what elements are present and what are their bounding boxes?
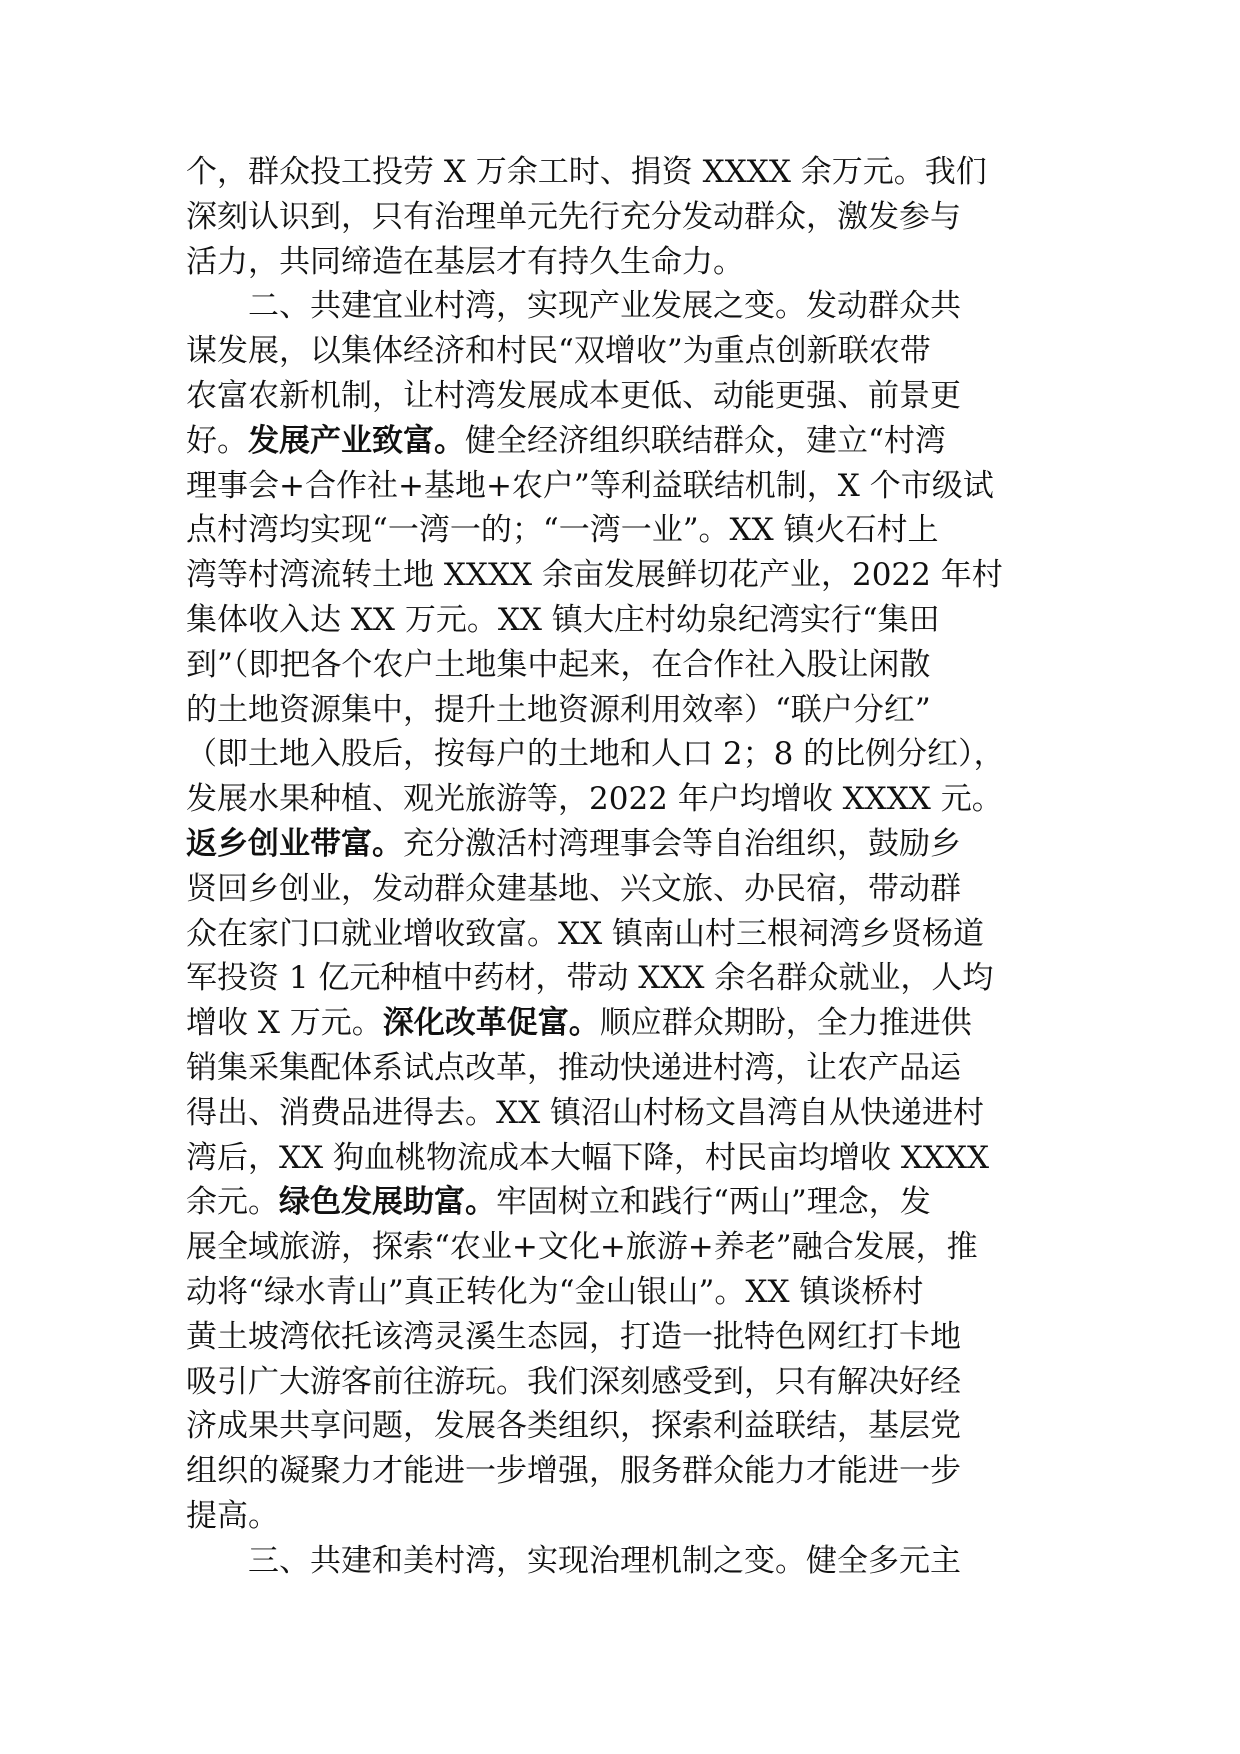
text-line xyxy=(186,1315,1058,1360)
text-line xyxy=(186,1180,1058,1225)
paragraph-text: 牢固树立和践行“两山”理念，发 xyxy=(496,1184,931,1221)
paragraph-text: 个，群众投工投劳 X 万余工时、捐资 XXXX 余万元。我们 xyxy=(186,154,987,190)
text-line xyxy=(186,867,1058,912)
text-line xyxy=(186,1449,1058,1494)
paragraph-text: 济成果共享问题，发展各类组织，探索利益联结，基层党 xyxy=(186,1408,961,1445)
text-line xyxy=(186,777,1058,822)
paragraph-text: 充分激活村湾理事会等自治组织，鼓励乡 xyxy=(403,825,961,862)
text-line xyxy=(186,1494,1058,1539)
text-line xyxy=(186,1001,1058,1046)
text-line xyxy=(186,329,1058,374)
paragraph-text: 谋发展，以集体经济和村民“双增收”为重点创新联农带 xyxy=(186,333,931,370)
bold-heading-text: 返乡创业带富。 xyxy=(186,825,403,862)
body-text xyxy=(186,150,1058,1584)
paragraph-text: 二、共建宜业村湾，实现产业发展之变。发动群众共 xyxy=(248,288,961,325)
text-line xyxy=(186,643,1058,688)
text-line xyxy=(186,374,1058,419)
text-line xyxy=(186,240,1058,285)
text-line xyxy=(186,598,1058,643)
text-line xyxy=(186,1225,1058,1270)
paragraph-text: 吸引广大游客前往游玩。我们深刻感受到，只有解决好经 xyxy=(186,1363,961,1400)
text-line xyxy=(186,1404,1058,1449)
text-line xyxy=(186,1046,1058,1091)
paragraph-text: 动将“绿水青山”真正转化为“金山银山”。XX 镇谈桥村 xyxy=(186,1273,924,1310)
text-line xyxy=(186,688,1058,733)
paragraph-text: 三、共建和美村湾，实现治理机制之变。健全多元主 xyxy=(248,1542,961,1579)
text-line xyxy=(186,732,1058,777)
text-line xyxy=(186,956,1058,1001)
paragraph-text: 点村湾均实现“一湾一的；“一湾一业”。XX 镇火石村上 xyxy=(186,512,939,549)
paragraph-text: 的土地资源集中，提升土地资源利用效率）“联户分红” xyxy=(186,691,931,728)
text-line xyxy=(186,284,1058,329)
paragraph-text: 增收 X 万元。 xyxy=(186,1005,383,1042)
text-line xyxy=(186,508,1058,553)
paragraph-text: 农富农新机制，让村湾发展成本更低、动能更强、前景更 xyxy=(186,377,961,414)
bold-heading-text: 绿色发展助富。 xyxy=(279,1184,496,1221)
paragraph-text: 湾后，XX 狗血桃物流成本大幅下降，村民亩均增收 XXXX xyxy=(186,1139,990,1176)
paragraph-text: 深刻认识到，只有治理单元先行充分发动群众，激发参与 xyxy=(186,198,961,235)
text-line xyxy=(186,1136,1058,1181)
paragraph-text: 湾等村湾流转土地 XXXX 余亩发展鲜切花产业，2022 年村 xyxy=(186,557,1003,594)
text-line xyxy=(186,419,1058,464)
paragraph-text: 展全域旅游，探索“农业+文化+旅游+养老”融合发展，推 xyxy=(186,1229,978,1266)
paragraph-text: 集体收入达 XX 万元。XX 镇大庄村幼泉纪湾实行“集田 xyxy=(186,601,940,638)
paragraph-text: 军投资 1 亿元种植中药材，带动 XXX 余名群众就业，人均 xyxy=(186,960,994,997)
paragraph-text: （即土地入股后，按每户的土地和人口 2；8 的比例分红）， xyxy=(186,736,1005,773)
text-line xyxy=(186,195,1058,240)
paragraph-text: 好。 xyxy=(186,422,248,459)
paragraph-text: 活力，共同缔造在基层才有持久生命力。 xyxy=(186,243,744,280)
paragraph-text: 黄土坡湾依托该湾灵溪生态园，打造一批特色网红打卡地 xyxy=(186,1318,961,1355)
paragraph-text: 组织的凝聚力才能进一步增强，服务群众能力才能进一步 xyxy=(186,1453,961,1490)
paragraph-text: 众在家门口就业增收致富。XX 镇南山村三根祠湾乡贤杨道 xyxy=(186,915,984,952)
paragraph-text: 余元。 xyxy=(186,1184,279,1221)
paragraph-text: 得出、消费品进得去。XX 镇沼山村杨文昌湾自从快递进村 xyxy=(186,1094,984,1131)
text-line xyxy=(186,464,1058,509)
paragraph-text: 顺应群众期盼，全力推进供 xyxy=(599,1005,972,1042)
paragraph-text: 贤回乡创业，发动群众建基地、兴文旅、办民宿，带动群 xyxy=(186,870,961,907)
text-line xyxy=(186,1091,1058,1136)
text-line xyxy=(186,150,1058,195)
bold-heading-text: 深化改革促富。 xyxy=(382,1005,600,1042)
bold-heading-text: 发展产业致富。 xyxy=(248,422,465,459)
text-line xyxy=(186,1270,1058,1315)
text-line xyxy=(186,1360,1058,1405)
paragraph-text: 销集采集配体系试点改革，推动快递进村湾，让农产品运 xyxy=(186,1049,961,1086)
paragraph-text: 理事会+合作社+基地+农户”等利益联结机制，X 个市级试 xyxy=(186,467,994,504)
paragraph-text: 到”（即把各个农户土地集中起来，在合作社入股让闲散 xyxy=(186,646,931,683)
paragraph-text: 发展水果种植、观光旅游等，2022 年户均增收 XXXX 元。 xyxy=(186,781,1003,818)
paragraph-text: 提高。 xyxy=(186,1497,279,1534)
paragraph-text: 健全经济组织联结群众，建立“村湾 xyxy=(465,422,946,459)
text-line xyxy=(186,553,1058,598)
text-line xyxy=(186,1539,1058,1584)
text-line xyxy=(186,822,1058,867)
text-line xyxy=(186,912,1058,957)
